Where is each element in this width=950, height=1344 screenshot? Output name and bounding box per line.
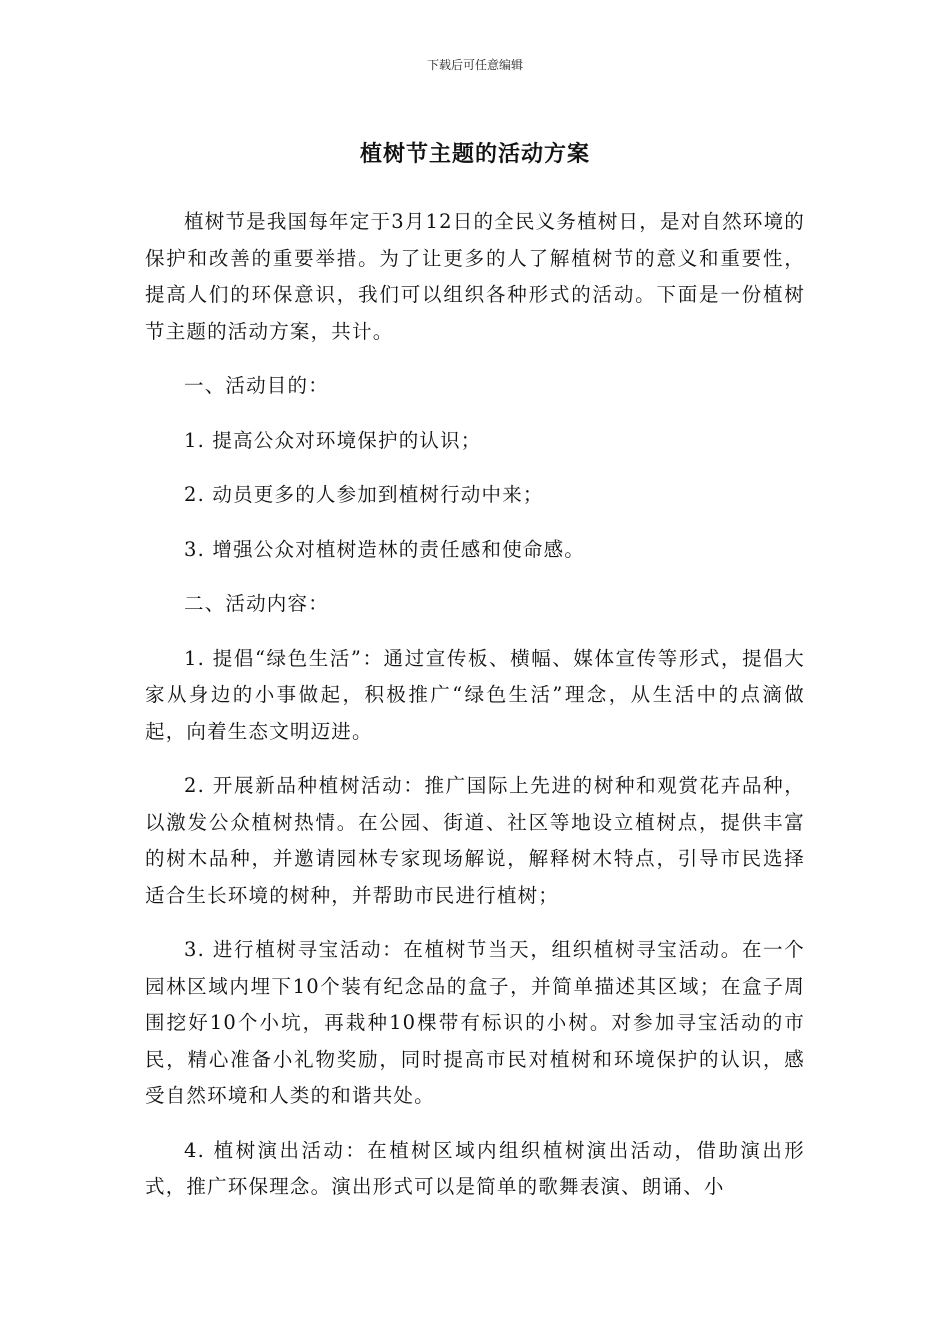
content-item-4: 4. 植树演出活动：在植树区域内组织植树演出活动，借助演出形式，推广环保理念。演出形式可以是简单的歌舞表演、朗诵、小	[145, 1138, 805, 1198]
content-item-2: 2. 开展新品种植树活动：推广国际上先进的树种和观赏花卉品种，以激发公众植树热情。在公园、街道、社区等地设立植树点，提供丰富的树木品种，并邀请园林专家现场解说，解释树木特点，引导市民选择适合生长环境的树种，并帮助市民进行植树；	[145, 774, 805, 907]
document-body	[145, 204, 805, 1224]
header-note: 下载后可任意编辑	[426, 58, 523, 72]
goal-item-3: 3. 增强公众对植树造林的责任感和使命感。	[184, 537, 586, 561]
section-heading-content: 二、活动内容：	[184, 592, 329, 615]
content-item-3: 3. 进行植树寻宝活动：在植树节当天，组织植树寻宝活动。在一个园林区域内埋下10个装有纪念品的盒子，并简单描述其区域；在盒子周围挖好10个小坑，再栽种10棵带有标识的小树。对参加寻宝活动的市民，精心准备小礼物奖励，同时提高市民对植树和环境保护的认识，感受自然环境和人类的和谐共处。	[145, 938, 805, 1107]
section-heading-goals: 一、活动目的：	[184, 374, 329, 397]
goal-item-1: 1. 提高公众对环境保护的认识；	[184, 428, 482, 452]
goal-item-2: 2. 动员更多的人参加到植树行动中来；	[184, 483, 544, 506]
document-title: 植树节主题的活动方案	[359, 142, 590, 167]
content-item-1: 1. 提倡“绿色生活”：通过宣传板、横幅、媒体宣传等形式，提倡大家从身边的小事做起，积极推广“绿色生活”理念，从生活中的点滴做起，向着生态文明迈进。	[145, 646, 805, 743]
intro-paragraph: 植树节是我国每年定于3月12日的全民义务植树日，是对自然环境的保护和改善的重要举措。为了让更多的人了解植树节的意义和重要性，提高人们的环保意识，我们可以组织各种形式的活动。下面是一份植树节主题的活动方案，共计。	[145, 210, 805, 343]
